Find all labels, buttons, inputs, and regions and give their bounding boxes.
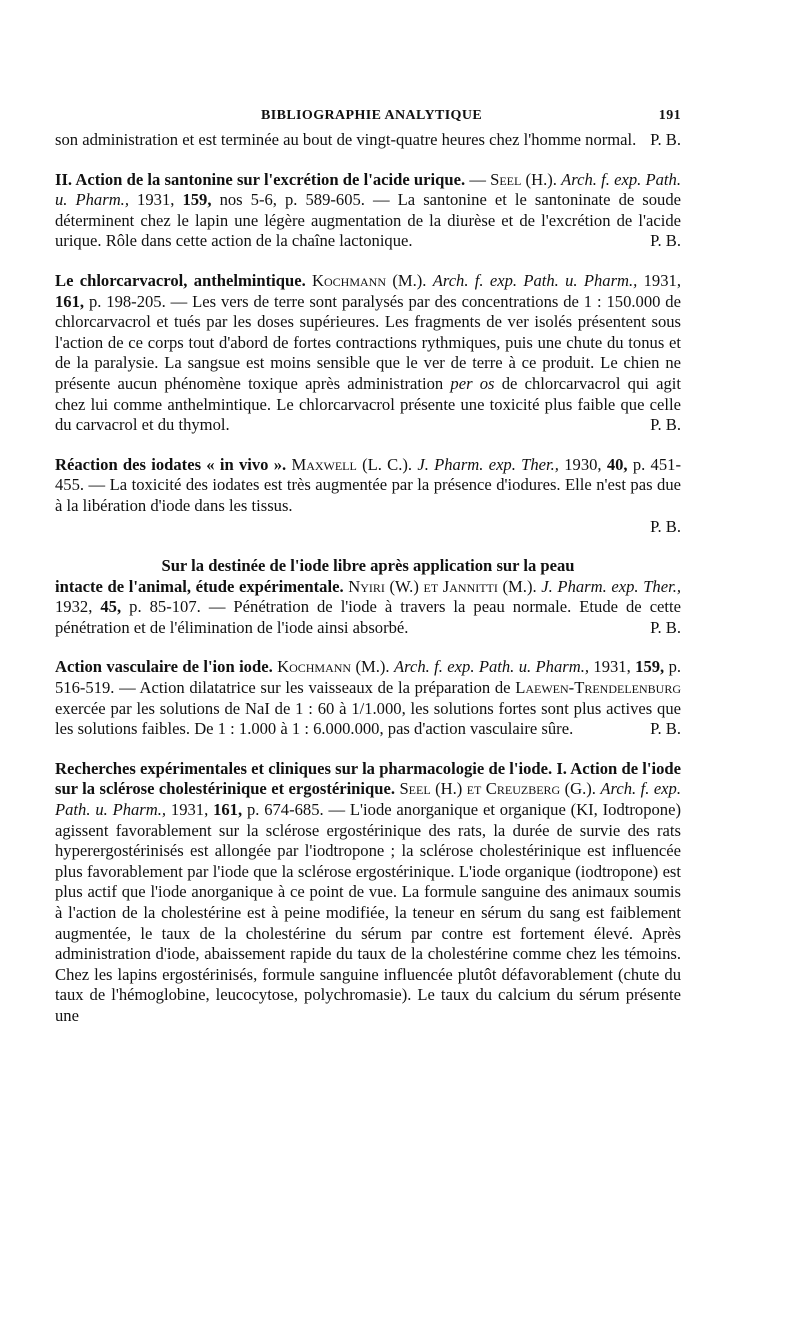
entry-journal: Arch. f. exp. Path. u. Pharm.,: [432, 270, 638, 290]
entry-continuation: [55, 130, 681, 151]
entry-authors: Kochmann (M.).: [277, 657, 390, 677]
entry-year: 1931,: [170, 800, 209, 820]
entry-authors: Nyiri (W.) et Jannitti (M.).: [348, 576, 537, 596]
entry-authors: Kochmann (M.).: [312, 270, 427, 290]
entry-pages: p. 198-205.: [88, 291, 166, 311]
entry-body: de chlorcarvacrol qui agit chez lui comme anthelmintique. Le chlorcarvacrol présente une toxicité plus faible que celle du carvacrol et du thymol.: [55, 373, 681, 435]
entry-pharmacologie-iode: [55, 759, 681, 1027]
entry-pages: p. 85-107.: [129, 597, 201, 617]
entry-title: Recherches expérimentales et cliniques sur la pharmacologie de l'iode. I. Action de l'iode sur la sclérose cholestérinique et ergostérinique.: [55, 758, 681, 799]
entry-body: — Action dilatatrice sur les vaisseaux de la préparation de: [119, 678, 511, 698]
entry-santonine: [55, 170, 681, 252]
entry-journal: J. Pharm. exp. Ther.,: [417, 454, 559, 474]
entry-body-italic: per os: [450, 373, 495, 393]
entry-volume: 40,: [606, 454, 628, 474]
entry-journal: Arch. f. exp. Path. u. Pharm.,: [55, 779, 681, 820]
entry-body: — La toxicité des iodates est très augmentée par la présence d'iodures. Elle n'est pas due à la libération d'iode dans les tissus.: [55, 475, 681, 515]
entry-iodates: [55, 455, 681, 517]
entry-year: 1931,: [593, 657, 631, 677]
entry-journal: J. Pharm. exp. Ther.,: [541, 576, 681, 596]
entry-signature: P. B.: [650, 415, 681, 435]
entry-title-line1: Sur la destinée de l'iode libre après application sur la peau: [161, 556, 575, 576]
entry-year: 1932,: [55, 597, 93, 617]
running-header: [55, 106, 681, 130]
entry-authors: Seel (H.) et Creuzberg (G.).: [399, 779, 596, 799]
entry-year: 1931,: [643, 270, 681, 290]
entry-chlorcarvacrol: [55, 271, 681, 436]
entry-volume: 45,: [100, 597, 122, 617]
entry-pages: p. 451-455.: [55, 454, 681, 495]
entry-authors: — Seel (H.).: [469, 169, 557, 189]
entry-volume: 161,: [213, 800, 243, 820]
entry-pages: p. 516-519.: [55, 657, 682, 698]
entry-ion-iode: [55, 657, 681, 739]
entry-year: 1930,: [564, 454, 602, 474]
entry-volume: 161,: [55, 291, 85, 311]
entry-body-smallcaps: Laewen-Trendelenburg: [515, 678, 681, 698]
entry-pages: nos 5-6, p. 589-605.: [219, 190, 365, 210]
entry-body: son administration et est terminée au bout de vingt-quatre heures chez l'homme normal.: [55, 130, 637, 149]
entry-body: — L'iode anorganique et organique (KI, Iodtropone) agissent favorablement sur la sclérose ergostérinique des rats, la durée de survie des rats hyperergostérinisés est allongée par l'iodtropone ; la sclérose cholestérinique est influencée plus favorablement par l'iode que la sclérose ergostérinique. L'iode organique (iodtropone) est plus actif que l'iode anorganique à ce point de vue. La formule sanguine des animaux soumis à l'action de la cholestérine est à peine modifiée, la teneur en sérum du sang est faiblement augmentée, le taux de la cholestérine du sérum par contre est fortement élevé. Après administration d'iode, abaissement rapide du taux de la cholestérine comme chez les témoins. Chez les lapins ergostérinisés, formule sanguine influencée plutôt défavorablement (chute du taux de l'hémoglobine, leucocytose, polychromasie). Le taux du calcium du sérum présente une: [55, 800, 681, 1025]
entry-iode-libre: [55, 556, 681, 638]
entry-signature: P. B.: [650, 130, 681, 149]
page: [55, 106, 681, 1027]
entry-body: — La santonine et le santoninate de soude déterminent chez le lapin une légère augmentation de la diurèse et de l'excrétion de l'acide urique. Rôle dans cette action de la chaîne lactonique.: [55, 190, 681, 251]
page-number: 191: [658, 108, 681, 123]
entry-volume: 159,: [635, 657, 665, 677]
entry-pages: p. 674-685.: [246, 800, 324, 820]
entry-title-line2: intacte de l'animal, étude expérimentale.: [55, 576, 344, 596]
entry-signature: P. B.: [650, 231, 681, 251]
entry-body: — Les vers de terre sont paralysés par des concentrations de 1 : 150.000 de chlorcarvacrol et tués par les doses supérieures. Les fragments de ver isolés présentent sous l'action de ce corps tout d'abord de fortes contractions rythmiques, puis une chute du tonus et de la paralysie. La sangsue est moins sensible que le ver de terre à ce produit. Le chien ne présente aucun phénomène toxique après administration: [55, 291, 681, 393]
entry-title: Le chlorcarvacrol, anthelmintique.: [55, 270, 306, 290]
entry-year: 1931,: [137, 190, 175, 210]
entry-title: Action vasculaire de l'ion iode.: [55, 657, 273, 677]
entry-title: II. Action de la santonine sur l'excrétion de l'acide urique.: [55, 169, 466, 189]
entry-signature: P. B.: [650, 719, 681, 739]
entry-body: — Pénétration de l'iode à travers la peau normale. Etude de cette pénétration et de l'élimination de l'iode ainsi absorbé.: [55, 597, 682, 637]
entry-journal: Arch. f. exp. Path. u. Pharm.,: [55, 169, 681, 210]
running-title: BIBLIOGRAPHIE ANALYTIQUE: [261, 108, 483, 123]
entry-body: exercée par les solutions de NaI de 1 : 60 à 1/1.000, les solutions fortes sont plus actives que les solutions faibles. De 1 : 1.000 à 1 : 6.000.000, pas d'action vasculaire sûre.: [55, 698, 681, 739]
entry-authors: Maxwell (L. C.).: [291, 454, 413, 474]
entry-signature: P. B.: [650, 516, 681, 536]
entry-volume: 159,: [182, 190, 212, 210]
entry-signature: P. B.: [650, 617, 681, 637]
entry-title: Réaction des iodates « in vivo ».: [55, 454, 287, 474]
entry-journal: Arch. f. exp. Path. u. Pharm.,: [393, 657, 590, 677]
